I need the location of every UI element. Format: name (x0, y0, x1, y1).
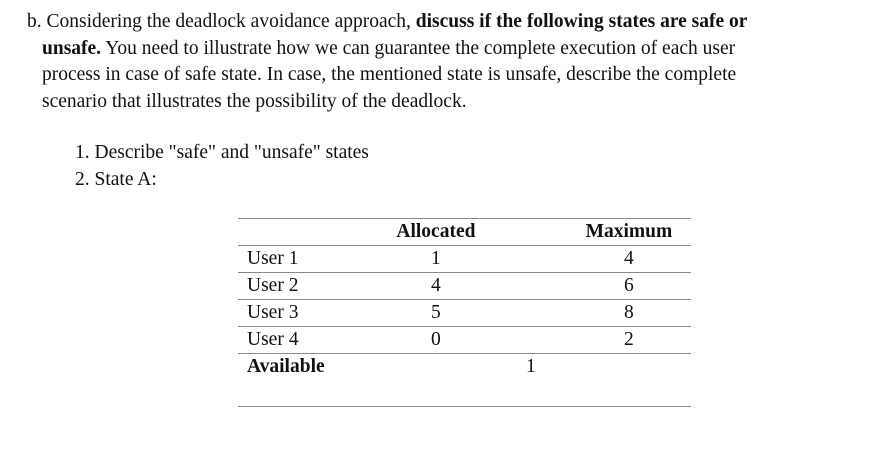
table-row (238, 246, 691, 273)
allocated-cell: 0 (377, 327, 495, 354)
user-name-cell: User 1 (238, 246, 377, 273)
empty-cell (567, 354, 691, 407)
question-line-1 (27, 9, 867, 36)
user-name-cell: User 3 (238, 300, 377, 327)
question-line-2 (27, 36, 867, 63)
empty-cell (495, 246, 567, 273)
available-value-cell: 1 (495, 354, 567, 407)
table-header-row (238, 219, 691, 246)
question-emphasis-2: unsafe. (42, 37, 102, 59)
question-line-3: process in case of safe state. In case, the mentioned state is unsafe, describe the complete (42, 64, 737, 85)
allocated-cell: 4 (377, 273, 495, 300)
sub-question-list (75, 140, 369, 193)
sub-question-2: 2. State A: (75, 168, 157, 190)
empty-cell (495, 300, 567, 327)
header-allocated: Allocated (377, 219, 495, 246)
question-prefix: b. Considering the deadlock avoidance approach, (27, 11, 416, 32)
table-row (238, 273, 691, 300)
header-middle (495, 219, 567, 246)
maximum-cell: 8 (567, 300, 691, 327)
header-user (238, 219, 377, 246)
maximum-cell: 6 (567, 273, 691, 300)
maximum-cell: 4 (567, 246, 691, 273)
sub-question-1: 1. Describe "safe" and "unsafe" states (75, 142, 369, 163)
state-a-table (238, 218, 691, 407)
header-maximum: Maximum (567, 219, 691, 246)
user-name-cell: User 2 (238, 273, 377, 300)
table-row (238, 300, 691, 327)
allocated-cell: 5 (377, 300, 495, 327)
question-emphasis-1: discuss if the following states are safe or (415, 11, 748, 32)
allocated-cell: 1 (377, 246, 495, 273)
empty-cell (377, 354, 495, 407)
empty-cell (495, 327, 567, 354)
question-line-2-text: You need to illustrate how we can guarantee the complete execution of each user (101, 37, 736, 59)
available-label-cell (238, 354, 377, 407)
maximum-cell: 2 (567, 327, 691, 354)
question-paragraph (27, 9, 867, 115)
empty-cell (495, 273, 567, 300)
table-row (238, 327, 691, 354)
question-line-4: scenario that illustrates the possibility of the deadlock. (42, 90, 467, 112)
available-row (238, 354, 691, 407)
user-name-cell: User 4 (238, 327, 377, 354)
available-label: Available (247, 356, 325, 377)
